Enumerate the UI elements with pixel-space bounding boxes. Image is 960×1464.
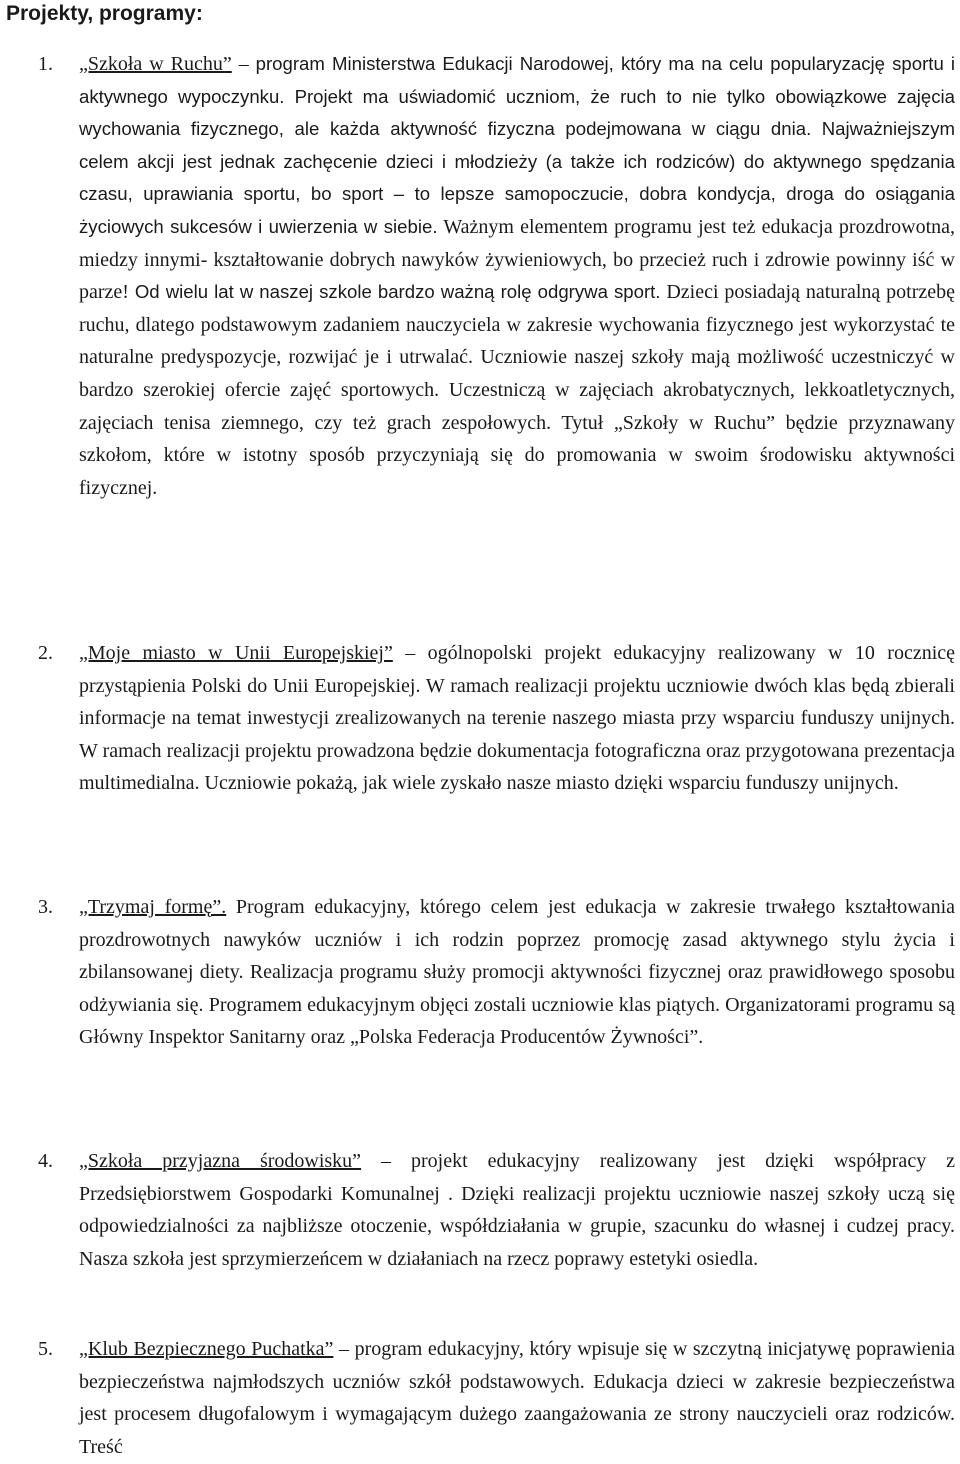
item-number: 4. [38, 1150, 53, 1172]
item-dash: – [238, 53, 249, 75]
item-text [79, 637, 955, 800]
item-dash: – [405, 642, 416, 664]
item-title: „Trzymaj formę”. [79, 896, 227, 918]
item-title: „Moje miasto w Unii Europejskiej” [79, 642, 393, 664]
item-number: 2. [38, 642, 53, 664]
item-text-part: ogólnopolski projekt edukacyjny realizowany w 10 rocznicę przystąpienia Polski do Unii Europejskiej. W ramach realizacji projektu uczniowie dwóch klas będą zbierali informacje na temat inwestycji zrealizowanych na terenie naszego miasta przy wsparciu funduszy unijnych. W ramach realizacji projektu prowadzona będzie dokumentacja fotograficzna oraz przygotowana prezentacja multimedialna. Uczniowie pokażą, jak wiele zyskało nasze miasto dzięki wsparciu funduszy unijnych. [79, 642, 956, 795]
item-text [79, 48, 955, 504]
item-title: „Klub Bezpiecznego Puchatka” [79, 1338, 334, 1360]
item-dash: – [339, 1338, 349, 1360]
item-number: 1. [38, 53, 53, 75]
item-text-part: Dzieci posiadają naturalną potrzebę ruchu, dlatego podstawowym zadaniem nauczyciela w zakresie wychowania fizycznego jest wykorzystać te naturalne predyspozycje, rozwijać je i utrwalać. Uczniowie naszej szkoły mają możliwość uczestniczyć w bardzo szerokiej ofercie zajęć sportowych. Uczestniczą w zajęciach akrobatycznych, lekkoatletycznych, zajęciach tenisa ziemnego, czy też grach zespołowych. Tytuł „Szkoły w Ruchu” będzie przyznawany szkołom, które w istotny sposób przyczyniają się do promowania w swoim środowisku aktywności fizycznej. [79, 281, 955, 499]
item-text-part: projekt edukacyjny realizowany jest dzięki współpracy z Przedsiębiorstwem Gospodarki Komunalnej . Dzięki realizacji projektu uczniowie naszej szkoły uczą się odpowiedzialności za najbliższe otoczenie, współdziałania w grupie, szacunku do własnej i cudzej pracy. Nasza szkoła jest sprzymierzeńcem w działaniach na rzecz poprawy estetyki osiedla. [79, 1150, 956, 1270]
page-heading: Projekty, programy: [6, 2, 203, 25]
item-title: „Szkoła w Ruchu” [79, 53, 232, 75]
item-text-part: Ważnym elementem programu jest też edukacja prozdrowotna, miedzy innymi- kształtowanie dobrych nawyków żywieniowych, bo przecież ruch i zdrowie powinny iść w parze! [79, 215, 956, 304]
item-number: 3. [38, 896, 53, 918]
item-text-part: Najważniejszym celem akcji jest jednak zachęcenie dzieci i młodzieży (a także ich rodziców) do aktywnego spędzania czasu, uprawiania sportu, bo sport – to lepsze samopoczucie, dobra kondycja, droga do osiągania życiowych sukcesów i uwierzenia w siebie. [79, 118, 955, 237]
item-text-part: Od wielu lat w naszej szkole bardzo ważną rolę odgrywa sport. [134, 281, 661, 303]
item-number: 5. [38, 1338, 53, 1360]
item-text-part: program Ministerstwa Edukacji Narodowej, który ma na celu popularyzację sportu i aktywnego wypoczynku. Projekt ma uświadomić uczniom, że ruch to nie tylko obowiązkowe zajęcia wychowania fizycznego, ale każda aktywność fizyczna podejmowana w ciągu dnia. [79, 53, 956, 140]
item-title: „Szkoła przyjazna środowisku” [79, 1150, 362, 1172]
item-text-part: Program edukacyjny, którego celem jest edukacja w zakresie trwałego kształtowania prozdrowotnych nawyków uczniów i ich rodzin poprzez promocję zasad aktywnego stylu życia i zbilansowanej diety. Realizacja programu służy promocji aktywności fizycznej oraz prawidłowego sposobu odżywiania się. Programem edukacyjnym objęci zostali uczniowie klas piątych. Organizatorami programu są Główny Inspektor Sanitarny oraz „Polska Federacja Producentów Żywności”. [79, 896, 956, 1049]
item-text-part: program edukacyjny, który wpisuje się w szczytną inicjatywę poprawienia bezpieczeństwa najmłodszych uczniów szkół podstawowych. Edukacja dzieci w zakresie bezpieczeństwa jest procesem długofalowym i wymagającym dużego zaangażowania ze strony nauczycieli oraz rodziców. Treść [79, 1338, 956, 1458]
item-text [79, 1333, 955, 1463]
item-text [79, 891, 955, 1054]
item-text [79, 1145, 955, 1275]
item-dash: – [381, 1150, 392, 1172]
